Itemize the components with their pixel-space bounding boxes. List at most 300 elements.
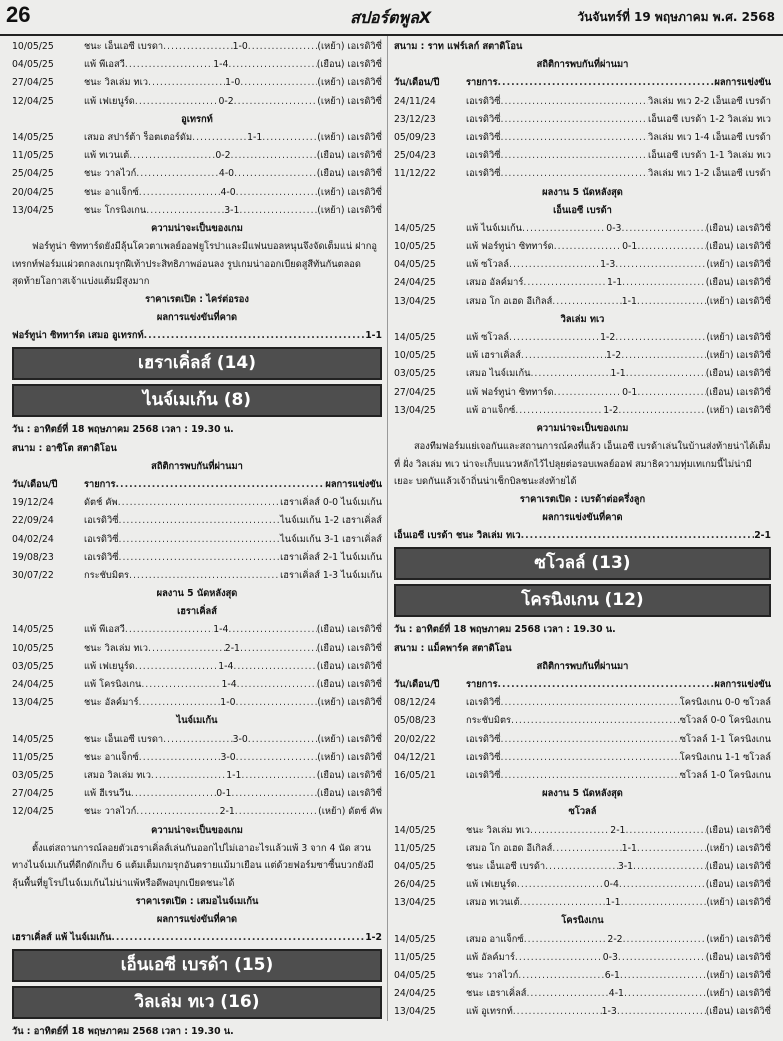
right-column bbox=[394, 38, 771, 1022]
venue-competition: (เหย้า) เอเรดิวิซี่ bbox=[317, 751, 382, 763]
col-comp-header: รายการ bbox=[466, 679, 498, 691]
venue-competition: (เยือน) เอเรดิวิซี่ bbox=[705, 222, 771, 234]
form-row bbox=[394, 1003, 771, 1021]
venue-competition: (เยือน) เอเรดิวิซี่ bbox=[705, 386, 771, 398]
page-number: 26 bbox=[6, 2, 31, 27]
away-team-banner: โครนิงเกน (12) bbox=[394, 584, 771, 617]
leader-dots bbox=[135, 93, 219, 111]
h2h-row bbox=[12, 567, 382, 585]
form-row bbox=[12, 749, 382, 767]
leader-dots bbox=[236, 749, 318, 767]
h2h-column-headers bbox=[394, 676, 771, 694]
venue-competition: (เหย้า) เอเรดิวิซี่ bbox=[706, 897, 771, 909]
prediction-heading: ผลการแข่งขันที่คาด bbox=[156, 913, 238, 925]
col-result-header: ผลการแข่งขัน bbox=[325, 478, 382, 490]
leader-dots bbox=[615, 329, 706, 347]
venue-competition: (เยือน) เอเรดิวิซี่ bbox=[705, 277, 771, 289]
match-date: 13/04/25 bbox=[394, 295, 436, 307]
competition: กระชับมิตร bbox=[84, 569, 129, 581]
match-date: 11/05/25 bbox=[394, 951, 436, 963]
h2h-column-headers bbox=[394, 74, 771, 92]
match-date: 22/09/24 bbox=[12, 515, 54, 527]
stadium: สนาม : แม็คพาร์ค สตาดิโอน bbox=[394, 642, 512, 654]
match-date: 24/04/25 bbox=[394, 277, 436, 289]
col-comp-header: รายการ bbox=[466, 77, 498, 89]
h2h-heading: สถิติการพบกันที่ผ่านมา bbox=[536, 59, 629, 71]
score: 1-4 bbox=[213, 624, 229, 636]
leader-dots bbox=[236, 184, 318, 202]
leader-dots bbox=[144, 327, 366, 345]
away-team-banner: ไนจ์เมเก้น (8) bbox=[12, 384, 382, 417]
match-date: 20/04/25 bbox=[12, 186, 54, 198]
match-date: 25/04/25 bbox=[12, 168, 54, 180]
leader-dots bbox=[545, 858, 618, 876]
score: 0-3 bbox=[606, 222, 622, 234]
leader-dots bbox=[237, 676, 317, 694]
leader-dots bbox=[501, 731, 680, 749]
competition: เอเรดิวิซี่ bbox=[466, 113, 501, 125]
away-team-banner: วิลเล่ม ทเว (16) bbox=[12, 986, 382, 1019]
opponent: ชนะ เอ็นเอซี เบรด้า bbox=[466, 860, 546, 872]
form-row bbox=[394, 822, 771, 840]
score: 4-1 bbox=[608, 988, 624, 1000]
score: 1-1 bbox=[621, 295, 637, 307]
match-result: เฮราเคิ่ลส์ 0-0 ไนจ์เมเก้น bbox=[280, 497, 382, 509]
match-date: 23/12/23 bbox=[394, 113, 436, 125]
match-date: 13/04/25 bbox=[12, 697, 54, 709]
match-date: 14/05/25 bbox=[12, 733, 54, 745]
prediction-text: ฟอร์ทูน่า ซิททาร์ด เสมอ อูเทรกท์ bbox=[12, 330, 144, 342]
match-result: ไนจ์เมเก้น 3-1 เฮราเคิ่ลส์ bbox=[280, 533, 382, 545]
score: 2-1 bbox=[610, 824, 626, 836]
leader-dots bbox=[248, 38, 318, 56]
match-date: 12/04/25 bbox=[12, 95, 54, 107]
leader-dots bbox=[139, 184, 221, 202]
predicted-result bbox=[394, 527, 771, 545]
form-row bbox=[12, 93, 382, 111]
leader-dots bbox=[131, 785, 216, 803]
leader-dots bbox=[119, 512, 281, 530]
venue-competition: (เหย้า) เอเรดิวิซี่ bbox=[317, 697, 382, 709]
probability-heading: ความน่าจะเป็นของเกม bbox=[536, 422, 629, 434]
opponent: ชนะ อัลค์มาร์ bbox=[84, 697, 139, 709]
opponent: ชนะ เอ็นเอซี เบรดา bbox=[84, 733, 164, 745]
match-date: 11/12/22 bbox=[394, 168, 436, 180]
match-date: 27/04/25 bbox=[12, 77, 54, 89]
h2h-heading: สถิติการพบกันที่ผ่านมา bbox=[536, 660, 629, 672]
home-team-banner: ซโวลล์ (13) bbox=[394, 547, 771, 580]
form-row bbox=[394, 840, 771, 858]
leader-dots bbox=[136, 165, 219, 183]
score: 0-3 bbox=[602, 951, 618, 963]
score: 1-1 bbox=[606, 277, 623, 289]
match-result: เอ็นเอซี เบรด้า 1-1 วิลเล่ม ทเว bbox=[648, 150, 771, 162]
leader-dots bbox=[146, 202, 224, 220]
venue-competition: (เหย้า) เอเรดิวิซี่ bbox=[317, 733, 382, 745]
leader-dots bbox=[234, 93, 318, 111]
leader-dots bbox=[501, 165, 649, 183]
team-heading: วิลเล่ม ทเว bbox=[560, 313, 605, 325]
score: 1-1 bbox=[226, 769, 242, 781]
form-row bbox=[394, 274, 771, 292]
match-date: 10/05/25 bbox=[394, 350, 436, 362]
match-datetime: วัน : อาทิตย์ที่ 18 พฤษภาคม 2568 เวลา : 19.30 น. bbox=[394, 624, 616, 636]
h2h-row bbox=[12, 531, 382, 549]
leader-dots bbox=[509, 256, 600, 274]
stadium: สนาม : อาซิโต สตาดิโอน bbox=[12, 442, 117, 454]
prediction-score: 2-1 bbox=[754, 530, 771, 542]
score: 6-1 bbox=[604, 970, 620, 982]
form-row bbox=[394, 402, 771, 420]
match-date: 10/05/25 bbox=[12, 41, 54, 52]
leader-dots bbox=[522, 220, 606, 238]
venue-competition: (เยือน) เอเรดิวิซี่ bbox=[316, 769, 382, 781]
opponent: แพ้ เฮราเคิ่ลส์ bbox=[466, 350, 521, 362]
score: 0-2 bbox=[218, 95, 234, 107]
h2h-row bbox=[394, 712, 771, 730]
competition: กระชับมิตร bbox=[466, 715, 511, 727]
competition: เอเรดิวิซี่ bbox=[466, 751, 501, 763]
match-date: 26/04/25 bbox=[394, 879, 436, 891]
leader-dots bbox=[231, 785, 316, 803]
opponent: แพ้ เฟเยนูร์ด bbox=[84, 95, 135, 107]
venue-competition: (เหย้า) เอเรดิวิซี่ bbox=[706, 842, 771, 854]
opponent: แพ้ ฟอร์ทูน่า ซิททาร์ด bbox=[466, 241, 554, 253]
form-row bbox=[12, 658, 382, 676]
issue-date: วันจันทร์ที่ 19 พฤษภาคม พ.ศ. 2568 bbox=[577, 10, 775, 24]
competition: เอเรดิวิซี่ bbox=[466, 150, 501, 162]
leader-dots bbox=[151, 767, 226, 785]
match-result: เฮราเคิ่ลส์ 1-3 ไนจ์เมเก้น bbox=[280, 569, 382, 581]
match-date: 27/04/25 bbox=[394, 386, 436, 398]
leader-dots bbox=[235, 803, 318, 821]
match-date: 04/05/25 bbox=[394, 970, 436, 982]
form-row bbox=[12, 184, 382, 202]
venue-competition: (เยือน) เอเรดิวิซี่ bbox=[705, 879, 771, 891]
match-date: 11/05/25 bbox=[12, 150, 54, 162]
venue-competition: (เยือน) เอเรดิวิซี่ bbox=[316, 624, 382, 636]
venue-competition: (เหย้า) เอเรดิวิซี่ bbox=[317, 41, 382, 52]
leader-dots bbox=[621, 347, 706, 365]
leader-dots bbox=[111, 929, 365, 947]
leader-dots bbox=[530, 822, 610, 840]
score: 0-4 bbox=[603, 879, 619, 891]
opponent: ชนะ วิลเล่ม ทเว bbox=[466, 824, 531, 836]
score: 1-0 bbox=[225, 77, 241, 89]
match-date: 11/05/25 bbox=[394, 842, 436, 854]
leader-dots bbox=[637, 293, 706, 311]
score: 1-3 bbox=[600, 259, 616, 271]
leader-dots bbox=[240, 74, 317, 92]
form-row bbox=[12, 640, 382, 658]
venue-competition: (เยือน) เอเรดิวิซี่ bbox=[705, 860, 771, 872]
leader-dots bbox=[621, 220, 705, 238]
leader-dots bbox=[148, 74, 225, 92]
venue-competition: (เยือน) เอเรดิวิซี่ bbox=[316, 679, 382, 691]
score: 2-1 bbox=[219, 806, 235, 818]
probability-text: ฟอร์ทูน่า ซิททาร์ดยังมีลุ้นโควตาเพลย์ออฟยูโรปาและมีแฟนบอลหนุนจึงจัดเต็มแน่ ฝากอูเทรกท์ฟอร์มแผ่วตกลงเกมรุกฝีเท้าประสิทธิภาพอ่อนลง รูปเกมน่าออกเบียดสูสีทันกันตลอด สุดท้ายโอกาสเจ้าแบ่งแต้มมีสูงมาก bbox=[12, 241, 378, 288]
match-date: 13/04/25 bbox=[394, 897, 436, 909]
venue-competition: (เยือน) เอเรดิวิซี่ bbox=[705, 241, 771, 253]
match-date: 03/05/25 bbox=[12, 769, 54, 781]
leader-dots bbox=[129, 567, 280, 585]
opponent: ชนะ อาแจ็กซ์ bbox=[84, 186, 139, 198]
match-result: เฮราเคิ่ลส์ 2-1 ไนจ์เมเก้น bbox=[280, 551, 382, 563]
score: 1-0 bbox=[232, 41, 248, 52]
opponent: แพ้ ทเวนเต้ bbox=[84, 150, 130, 162]
match-date: 14/05/25 bbox=[394, 824, 436, 836]
venue-competition: (เยือน) เอเรดิวิซี่ bbox=[316, 642, 382, 654]
last5-heading: ผลงาน 5 นัดหลังสุด bbox=[156, 588, 238, 600]
h2h-row bbox=[12, 512, 382, 530]
venue-competition: (เยือน) เอเรดิวิซี่ bbox=[705, 368, 771, 380]
match-date: 03/05/25 bbox=[394, 368, 436, 380]
leader-dots bbox=[498, 676, 715, 694]
match-date: 14/05/25 bbox=[12, 131, 54, 143]
form-row bbox=[12, 676, 382, 694]
leader-dots bbox=[521, 527, 755, 545]
opponent: เสมอ อาแจ็กซ์ bbox=[466, 933, 524, 945]
h2h-row bbox=[12, 549, 382, 567]
opponent: แพ้ อัลค์มาร์ bbox=[466, 951, 515, 963]
match-date: 16/05/21 bbox=[394, 769, 436, 781]
h2h-row bbox=[394, 111, 771, 129]
match-date: 04/05/25 bbox=[12, 59, 54, 71]
match-date: 30/07/22 bbox=[12, 569, 54, 581]
leader-dots bbox=[501, 111, 649, 129]
match-result: ซโวลล์ 0-0 โครนิงเกน bbox=[679, 715, 771, 727]
match-result: วิลเล่ม ทเว 1-2 เอ็นเอซี เบรด้า bbox=[648, 168, 771, 180]
opponent: ชนะ วิลเล่ม ทเว bbox=[84, 77, 149, 89]
score: 1-1 bbox=[247, 131, 263, 143]
opponent: ชนะ วาลไวก์ bbox=[84, 168, 137, 180]
leader-dots bbox=[518, 967, 604, 985]
probability-heading: ความน่าจะเป็นของเกม bbox=[151, 222, 243, 234]
opponent: เสมอ สปาร์ต้า ร็อตเตอร์ดัม bbox=[84, 131, 193, 143]
score: 3-1 bbox=[617, 860, 633, 872]
prediction-score: 1-2 bbox=[365, 931, 382, 943]
team-heading: อูเทรกท์ bbox=[181, 113, 213, 125]
score: 1-2 bbox=[603, 404, 619, 416]
venue-competition: (เหย้า) เอเรดิวิซี่ bbox=[317, 131, 382, 143]
h2h-row bbox=[394, 731, 771, 749]
leader-dots bbox=[501, 147, 649, 165]
match-date: 13/04/25 bbox=[394, 1006, 436, 1018]
competition: ดัตช์ คัพ bbox=[84, 497, 118, 509]
leader-dots bbox=[501, 93, 649, 111]
opponent: แพ้ ซโวลล์ bbox=[466, 259, 509, 271]
opponent: ชนะ อาแจ็กซ์ bbox=[84, 751, 139, 763]
leader-dots bbox=[511, 712, 680, 730]
match-date: 03/05/25 bbox=[12, 660, 54, 672]
home-team-banner: เอ็นเอซี เบรด้า (15) bbox=[12, 949, 382, 982]
leader-dots bbox=[228, 56, 316, 74]
match-result: วิลเล่ม ทเว 1-4 เอ็นเอซี เบรด้า bbox=[648, 131, 771, 143]
score: 1-0 bbox=[220, 697, 236, 709]
form-row bbox=[12, 694, 382, 712]
form-row bbox=[12, 731, 382, 749]
form-row bbox=[394, 985, 771, 1003]
score: 3-0 bbox=[220, 751, 236, 763]
opponent: ชนะ วาลไวก์ bbox=[466, 970, 519, 982]
match-date: 24/11/24 bbox=[394, 95, 436, 107]
opponent: แพ้ พีเอสวี bbox=[84, 624, 125, 636]
opponent: แพ้ โครนิงเกน bbox=[84, 679, 142, 691]
form-row bbox=[394, 293, 771, 311]
venue-competition: (เยือน) เอเรดิวิซี่ bbox=[316, 150, 382, 162]
score: 0-1 bbox=[216, 788, 232, 800]
match-date: 14/05/25 bbox=[12, 624, 54, 636]
opening-odds: ราคาเรตเปิด : เสมอไนจ์เมเก้น bbox=[135, 895, 259, 907]
form-row bbox=[394, 894, 771, 912]
form-row bbox=[12, 785, 382, 803]
predicted-result bbox=[12, 929, 382, 947]
venue-competition: (เหย้า) เอเรดิวิซี่ bbox=[317, 186, 382, 198]
venue-competition: (เยือน) เอเรดิวิซี่ bbox=[705, 824, 771, 836]
match-date: 11/05/25 bbox=[12, 751, 54, 763]
opponent: เสมอ โก อเฮด อีเกิลส์ bbox=[466, 295, 553, 307]
match-date: 12/04/25 bbox=[12, 806, 54, 818]
match-date: 14/05/25 bbox=[394, 222, 436, 234]
venue-competition: (เหย้า) เอเรดิวิซี่ bbox=[706, 933, 771, 945]
match-date: 25/04/23 bbox=[394, 150, 436, 162]
venue-competition: (เหย้า) เอเรดิวิซี่ bbox=[317, 77, 382, 89]
leader-dots bbox=[554, 238, 622, 256]
score: 4-0 bbox=[218, 168, 235, 180]
opponent: เสมอ โก อเฮด อีเกิลส์ bbox=[466, 842, 553, 854]
leader-dots bbox=[626, 365, 706, 383]
leader-dots bbox=[192, 129, 247, 147]
probability-heading: ความน่าจะเป็นของเกม bbox=[151, 824, 243, 836]
competition: เอเรดิวิซี่ bbox=[84, 551, 119, 563]
h2h-row bbox=[394, 749, 771, 767]
last5-heading: ผลงาน 5 นัดหลังสุด bbox=[542, 788, 623, 800]
col-date-header: วัน/เดือน/ปี bbox=[394, 77, 440, 89]
opponent: แพ้ เฟเยนูร์ด bbox=[466, 879, 517, 891]
match-date: 27/04/25 bbox=[12, 788, 54, 800]
h2h-row bbox=[394, 147, 771, 165]
team-heading: โครนิงเกน bbox=[561, 915, 604, 927]
score: 1-2 bbox=[606, 350, 622, 362]
form-row bbox=[12, 621, 382, 639]
form-row bbox=[12, 165, 382, 183]
score: 1-4 bbox=[221, 679, 237, 691]
leader-dots bbox=[624, 985, 706, 1003]
form-row bbox=[394, 384, 771, 402]
leader-dots bbox=[521, 347, 606, 365]
score: 0-1 bbox=[622, 241, 638, 253]
form-row bbox=[394, 858, 771, 876]
form-row bbox=[394, 220, 771, 238]
match-date: 19/08/23 bbox=[12, 551, 54, 563]
form-row bbox=[394, 256, 771, 274]
leader-dots bbox=[135, 658, 218, 676]
competition: เอเรดิวิซี่ bbox=[466, 168, 501, 180]
match-date: 24/04/25 bbox=[394, 988, 436, 1000]
match-date: 24/04/25 bbox=[12, 679, 54, 691]
match-date: 04/05/25 bbox=[394, 860, 436, 872]
leader-dots bbox=[234, 165, 317, 183]
match-date: 05/09/23 bbox=[394, 131, 436, 143]
leader-dots bbox=[619, 876, 706, 894]
venue-competition: (เยือน) เอเรดิวิซี่ bbox=[316, 788, 382, 800]
leader-dots bbox=[515, 949, 603, 967]
match-date: 10/05/25 bbox=[12, 642, 54, 654]
leader-dots bbox=[163, 38, 233, 56]
leader-dots bbox=[119, 549, 281, 567]
leader-dots bbox=[621, 894, 707, 912]
form-row bbox=[394, 967, 771, 985]
score: 0-2 bbox=[215, 150, 231, 162]
form-row bbox=[394, 876, 771, 894]
competition: เอเรดิวิซี่ bbox=[466, 733, 501, 745]
venue-competition: (เหย้า) เอเรดิวิซี่ bbox=[706, 332, 771, 343]
competition: เอเรดิวิซี่ bbox=[84, 515, 119, 527]
score: 1-4 bbox=[218, 660, 234, 672]
match-datetime: วัน : อาทิตย์ที่ 18 พฤษภาคม 2568 เวลา : 19.30 น. bbox=[12, 424, 234, 436]
leader-dots bbox=[262, 129, 317, 147]
opponent: แพ้ พีเอสวี bbox=[84, 59, 125, 71]
form-row bbox=[12, 129, 382, 147]
team-heading: ซโวลล์ bbox=[568, 806, 597, 818]
opponent: เสมอ อัลค์มาร์ bbox=[466, 277, 524, 289]
opponent: ชนะ เอ็นเอซี เบรดา bbox=[84, 41, 164, 52]
opening-odds: ราคาเรตเปิด : ไคร่ต่อรอง bbox=[145, 293, 249, 305]
leader-dots bbox=[228, 621, 316, 639]
match-date: 10/05/25 bbox=[394, 241, 436, 253]
opponent: แพ้ อาแจ็กซ์ bbox=[466, 404, 516, 416]
score: 4-0 bbox=[220, 186, 236, 198]
col-result-header: ผลการแข่งขัน bbox=[714, 679, 771, 691]
leader-dots bbox=[625, 822, 705, 840]
leader-dots bbox=[138, 694, 220, 712]
leader-dots bbox=[509, 329, 600, 347]
team-heading: เฮราเคิ่ลส์ bbox=[177, 606, 217, 618]
match-date: 04/05/25 bbox=[394, 259, 436, 271]
team-heading: ไนจ์เมเก้น bbox=[176, 715, 218, 727]
opponent: เสมอ ทเวนเต้ bbox=[466, 897, 520, 909]
leader-dots bbox=[620, 967, 706, 985]
competition: เอเรดิวิซี่ bbox=[466, 769, 501, 781]
competition: เอเรดิวิซี่ bbox=[466, 95, 501, 107]
prediction-text: เอ็นเอซี เบรด้า ชนะ วิลเล่ม ทเว bbox=[394, 530, 521, 542]
score: 1-3 bbox=[601, 1006, 617, 1018]
leader-dots bbox=[530, 365, 610, 383]
match-datetime: วัน : อาทิตย์ที่ 18 พฤษภาคม 2568 เวลา : 19.30 น. bbox=[12, 1026, 234, 1038]
form-row bbox=[12, 38, 382, 56]
match-date: 05/08/23 bbox=[394, 715, 436, 727]
left-column bbox=[12, 38, 382, 1041]
leader-dots bbox=[498, 74, 715, 92]
score: 2-2 bbox=[607, 933, 623, 945]
match-date: 04/02/24 bbox=[12, 533, 54, 545]
col-date-header: วัน/เดือน/ปี bbox=[12, 478, 58, 490]
h2h-row bbox=[394, 694, 771, 712]
leader-dots bbox=[136, 803, 219, 821]
opponent: ชนะ วิลเล่ม ทเว bbox=[84, 642, 149, 654]
h2h-row bbox=[394, 767, 771, 785]
venue-competition: (เยือน) เอเรดิวิซี่ bbox=[316, 168, 382, 180]
leader-dots bbox=[623, 931, 707, 949]
leader-dots bbox=[517, 876, 604, 894]
probability-text: ตั้งแต่สถานการณ์ลอยตัวเฮราเคิ่ลส์เล่นกันออกไปไม่เอาอะไรแล้วแพ้ 3 จาก 4 นัด สวนทางไนจ์เมเก้นที่ดีกดักเก็บ 6 แต้มเต็มเกมรุกอันตรายแม้มาเยือน แต่ด้วยฟอร์มซาซี้นบวกยังมีลุ้นพื้นที่ยูโรปไนจ์เมเก้นไม่น่าแพ้หรือดีพอบุกเบียดชนะได้ bbox=[12, 842, 374, 889]
team-heading: เอ็นเอซี เบรด้า bbox=[553, 204, 612, 216]
leader-dots bbox=[231, 147, 317, 165]
score: 3-1 bbox=[224, 204, 240, 216]
col-date-header: วัน/เดือน/ปี bbox=[394, 679, 440, 691]
venue-competition: (เยือน) เอเรดิวิซี่ bbox=[705, 951, 771, 963]
leader-dots bbox=[235, 694, 317, 712]
